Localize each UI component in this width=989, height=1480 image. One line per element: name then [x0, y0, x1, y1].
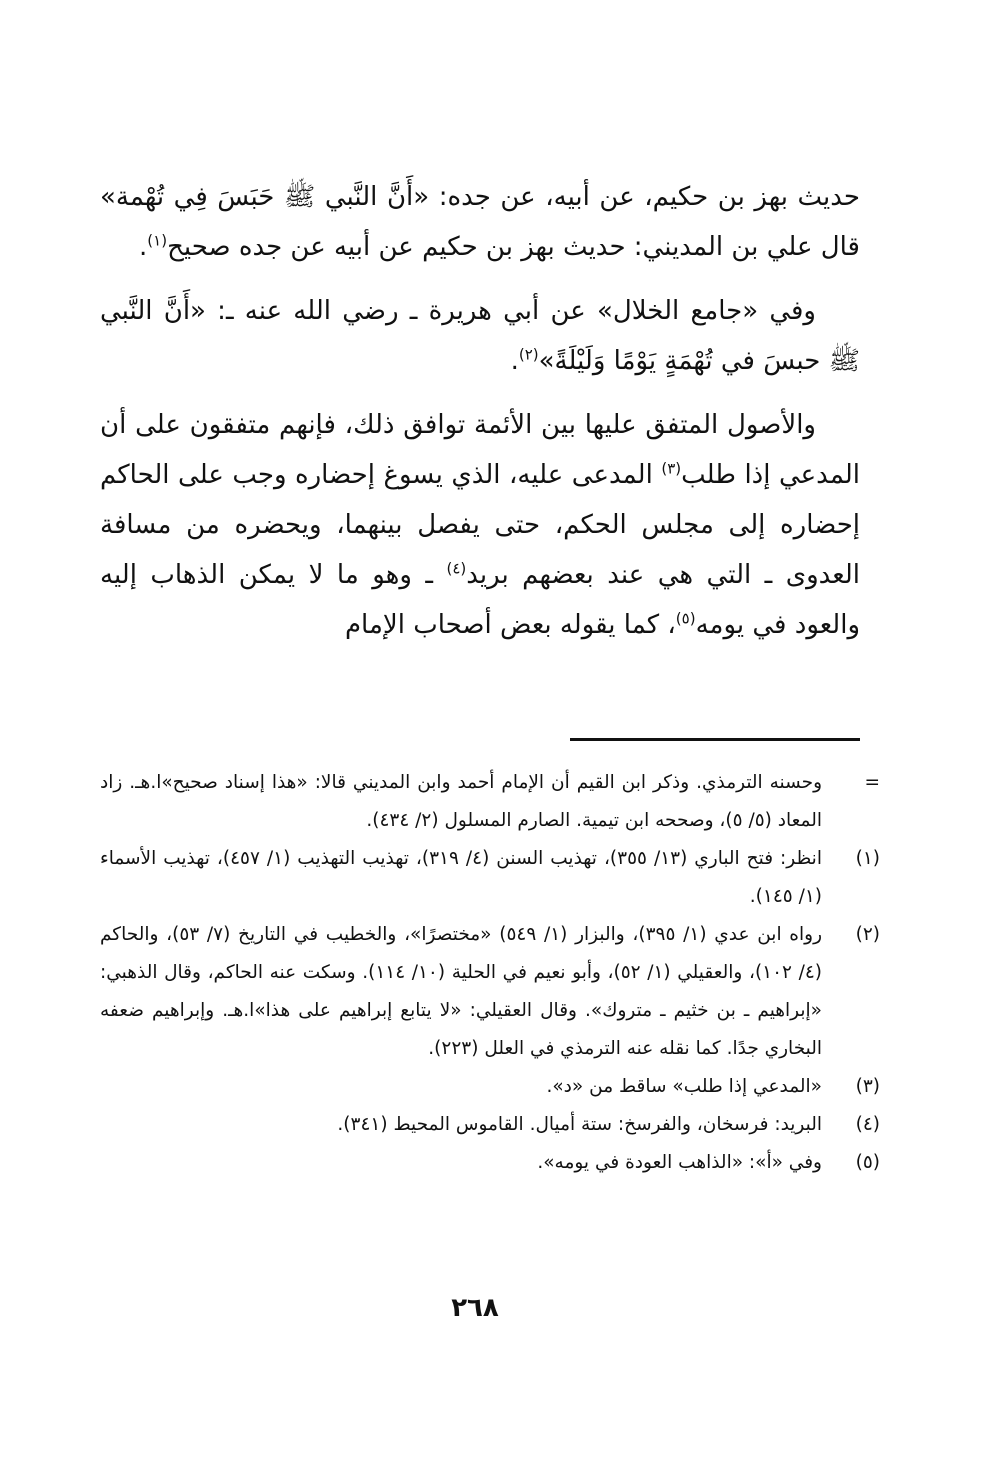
- footnote-marker: (٥): [855, 1152, 880, 1173]
- footnote-marker: (٢): [855, 924, 880, 945]
- paragraph-1-text: حديث بهز بن حكيم، عن أبيه، عن جده: «أَنَّ النَّبي ﷺ حَبَسَ فِي تُهْمة» قال علي بن المديني: حديث بهز بن حكيم عن أبيه عن جده صحيح: [100, 182, 860, 262]
- footnote-ref-4[interactable]: (٤): [446, 559, 467, 578]
- paragraph-3-text-c: ـ وهو ما لا يمكن الذهاب إليه والعود في يومه: [100, 560, 860, 640]
- paragraph-1: [100, 172, 860, 272]
- paragraph-1-end: .: [139, 232, 148, 262]
- page-number: ٢٦٨: [451, 1293, 499, 1323]
- paragraph-3-text-a: والأصول المتفق عليها بين الأئمة توافق ذلك، فإنهم متفقون على أن المدعي إذا طلب: [100, 410, 860, 490]
- footnote-5: [100, 1144, 880, 1182]
- paragraph-3-text-b: المدعى عليه، الذي يسوغ إحضاره وجب على الحاكم إحضاره إلى مجلس الحكم، حتى يفصل بينهما، ويحضره من مسافة العدوى ـ التي هي عند بعضهم بريد: [100, 460, 860, 590]
- footnote-text: رواه ابن عدي (١/ ٣٩٥)، والبزار (١/ ٥٤٩) «مختصرًا»، والخطيب في التاريخ (٧/ ٥٣)، والحاكم (٤/ ١٠٢)، والعقيلي (١/ ٥٢)، وأبو نعيم في الحلية (١٠/ ١١٤). وسكت عنه الحاكم، وقال الذهبي: «إبراهيم ـ بن خثيم ـ متروك». وقال العقيلي: «لا يتابع إبراهيم على هذا»ا.هـ. وإبراهيم ضعفه البخاري جدًا. كما نقله عنه الترمذي في العلل (٢٢٣).: [100, 924, 823, 1059]
- footnote-2: [100, 916, 880, 1068]
- paragraph-3-text-d: ، كما يقوله بعض أصحاب الإمام: [344, 610, 676, 640]
- footnote-ref-5[interactable]: (٥): [675, 609, 696, 628]
- footnote-text: وفي «أ»: «الذاهب العودة في يومه».: [537, 1152, 822, 1173]
- footnote-marker: (٤): [855, 1114, 880, 1135]
- footnote-continuation: [100, 764, 880, 840]
- footnote-1: [100, 840, 880, 916]
- paragraph-2: [100, 286, 860, 386]
- paragraph-3: [100, 400, 860, 650]
- footnote-marker: (١): [855, 848, 880, 869]
- footnote-ref-2[interactable]: (٢): [518, 345, 539, 364]
- main-text: [100, 172, 860, 664]
- paragraph-2-text: وفي «جامع الخلال» عن أبي هريرة ـ رضي الله عنه ـ: «أَنَّ النَّبي ﷺ حبسَ في تُهْمَةٍ يَوْمًا وَلَيْلَةً»: [100, 296, 860, 376]
- footnote-separator: [570, 738, 860, 741]
- footnote-marker: (٣): [855, 1076, 880, 1097]
- footnotes: [100, 764, 880, 1182]
- footnote-text: البريد: فرسخان، والفرسخ: ستة أميال. القاموس المحيط (٣٤١).: [337, 1114, 822, 1135]
- footnote-ref-1[interactable]: (١): [147, 231, 168, 250]
- footnote-ref-3[interactable]: (٣): [661, 459, 682, 478]
- paragraph-2-end: .: [510, 346, 519, 376]
- footnote-4: [100, 1106, 880, 1144]
- footnote-text: انظر: فتح الباري (١٣/ ٣٥٥)، تهذيب السنن (٤/ ٣١٩)، تهذيب التهذيب (١/ ٤٥٧)، تهذيب الأسماء (١/ ١٤٥).: [100, 848, 822, 907]
- footnote-marker: =: [864, 772, 880, 793]
- footnote-text: «المدعي إذا طلب» ساقط من «د».: [546, 1076, 822, 1097]
- footnote-text: وحسنه الترمذي. وذكر ابن القيم أن الإمام أحمد وابن المديني قالا: «هذا إسناد صحيح»ا.هـ. زاد المعاد (٥/ ٥)، وصححه ابن تيمية. الصارم المسلول (٢/ ٤٣٤).: [100, 772, 822, 831]
- footnote-3: [100, 1068, 880, 1106]
